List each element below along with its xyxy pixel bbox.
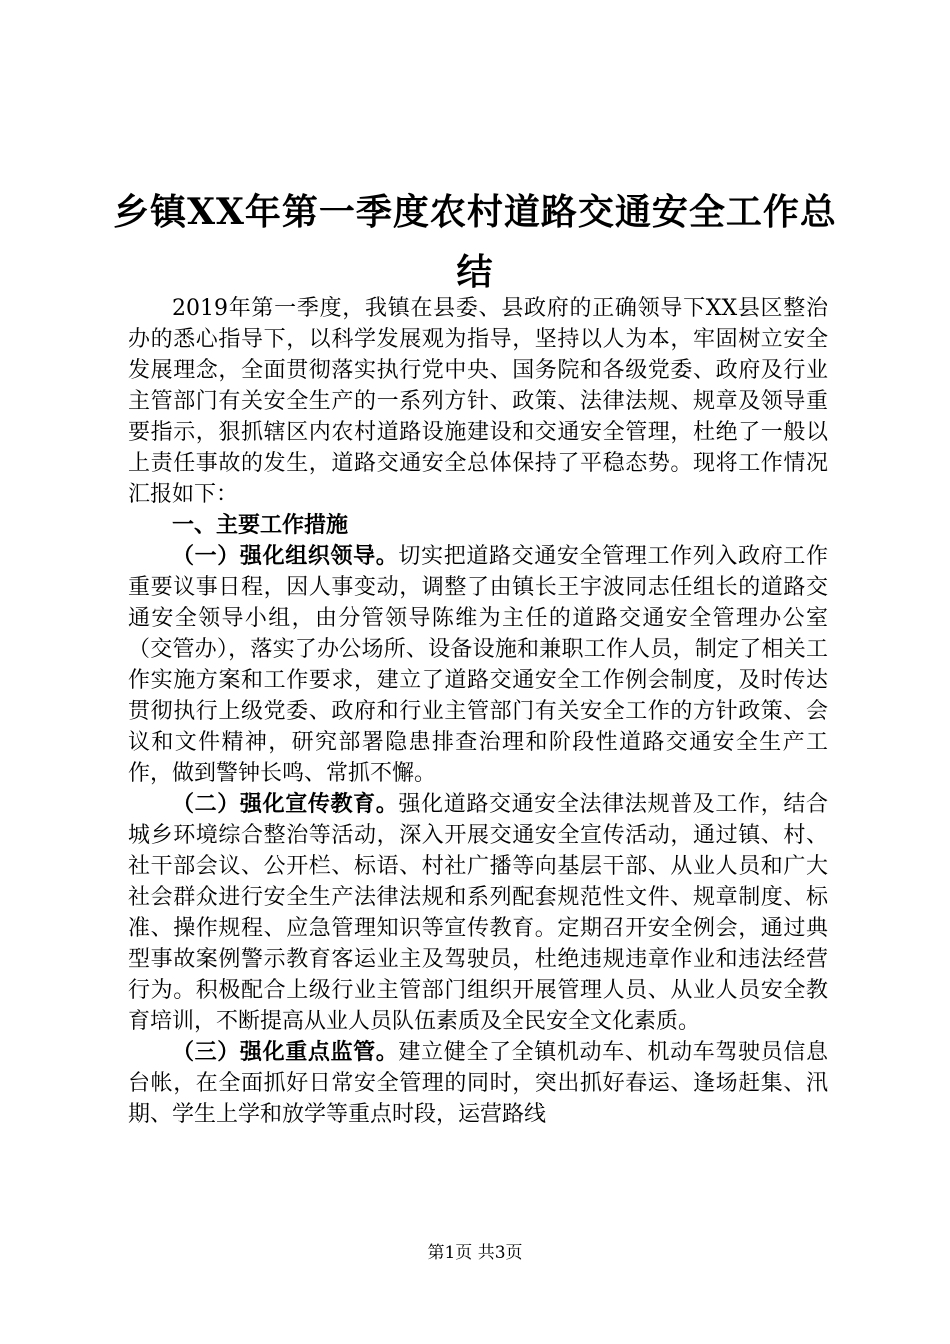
measure-lead-1: （一）强化组织领导。: [172, 543, 399, 569]
section-heading: 一、主要工作措施: [172, 512, 349, 538]
document-body: [128, 293, 828, 1130]
measure-paragraph-3: [128, 1037, 828, 1130]
page-footer: 第1页 共3页: [427, 1243, 523, 1263]
intro-paragraph: 2019年第一季度，我镇在县委、县政府的正确领导下XX县区整治办的悉心指导下，以科学发展观为指导，坚持以人为本，牢固树立安全发展理念，全面贯彻落实执行党中央、国务院和各级党委、政府及行业主管部门有关安全生产的一系列方针、政策、法律法规、规章及领导重要指示，狠抓辖区内农村道路设施建设和交通安全管理，杜绝了一般以上责任事故的发生，道路交通安全总体保持了平稳态势。现将工作情况汇报如下：: [128, 296, 828, 507]
measure-text-3: 建立健全了全镇机动车、机动车驾驶员信息台帐，在全面抓好日常安全管理的同时，突出抓好春运、逢场赶集、汛期、学生上学和放学等重点时段，运营路线: [128, 1040, 828, 1127]
measure-lead-3: （三）强化重点监管。: [172, 1039, 399, 1065]
measure-text-1: 切实把道路交通安全管理工作列入政府工作重要议事日程，因人事变动，调整了由镇长王宇波同志任组长的道路交通安全领导小组，由分管领导陈维为主任的道路交通安全管理办公室（交管办），落实了办公场所、设备设施和兼职工作人员，制定了相关工作实施方案和工作要求，建立了道路交通安全工作例会制度，及时传达贯彻执行上级党委、政府和行业主管部门有关安全工作的方针政策、会议和文件精神，研究部署隐患排查治理和阶段性道路交通安全生产工作，做到警钟长鸣、常抓不懈。: [128, 544, 828, 786]
measure-paragraph-1: [128, 541, 828, 789]
document-title-line-2: 结: [456, 251, 494, 293]
measure-text-2: 强化道路交通安全法律法规普及工作，结合城乡环境综合整治等活动，深入开展交通安全宣传活动，通过镇、村、社干部会议、公开栏、标语、村社广播等向基层干部、从业人员和广大社会群众进行安全生产法律法规和系列配套规范性文件、规章制度、标准、操作规程、应急管理知识等宣传教育。定期召开安全例会，通过典型事故案例警示教育客运业主及驾驶员，杜绝违规违章作业和违法经营行为。积极配合上级行业主管部门组织开展管理人员、从业人员安全教育培训，不断提高从业人员队伍素质及全民安全文化素质。: [128, 792, 828, 1034]
document-title-line-1: 乡镇XX年第一季度农村道路交通安全工作总: [113, 191, 837, 233]
measure-lead-2: （二）强化宣传教育。: [172, 791, 399, 817]
measure-paragraph-2: [128, 789, 828, 1037]
